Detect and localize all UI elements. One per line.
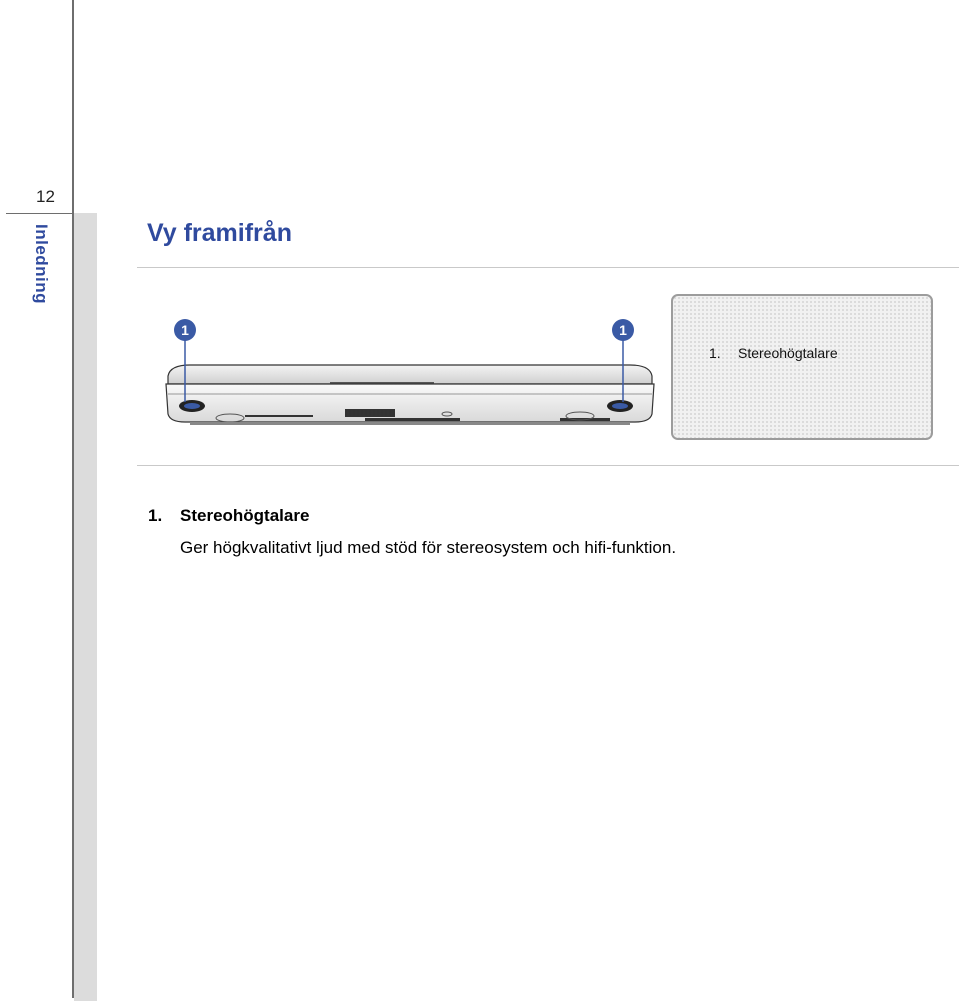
speaker-right (607, 400, 633, 412)
legend-item-number: 1. (709, 345, 721, 361)
page-title: Vy framifrån (147, 219, 292, 247)
legend-item (709, 345, 838, 361)
legend-item-label: Stereohögtalare (738, 345, 838, 361)
divider-bottom (137, 465, 959, 466)
speaker-left (179, 400, 205, 412)
description-heading (148, 506, 309, 526)
page-number-rule (6, 213, 74, 214)
callout-left-label: 1 (181, 322, 189, 338)
base-edge (190, 422, 630, 425)
margin-band (74, 213, 97, 1001)
legend-box (671, 294, 933, 440)
description-number: 1. (148, 506, 163, 525)
description-text: Ger högkvalitativt ljud med stöd för stereosystem och hifi-funktion. (180, 538, 677, 557)
divider-top (137, 267, 959, 268)
callout-left (174, 319, 196, 341)
laptop-lid (168, 365, 652, 384)
section-tab: Inledning (32, 224, 51, 305)
laptop-front-view-figure (160, 310, 660, 435)
laptop-base (166, 384, 654, 422)
callout-right-label: 1 (619, 322, 627, 338)
description-title: Stereohögtalare (180, 506, 310, 525)
callout-right (612, 319, 634, 341)
page-number: 12 (36, 187, 55, 206)
